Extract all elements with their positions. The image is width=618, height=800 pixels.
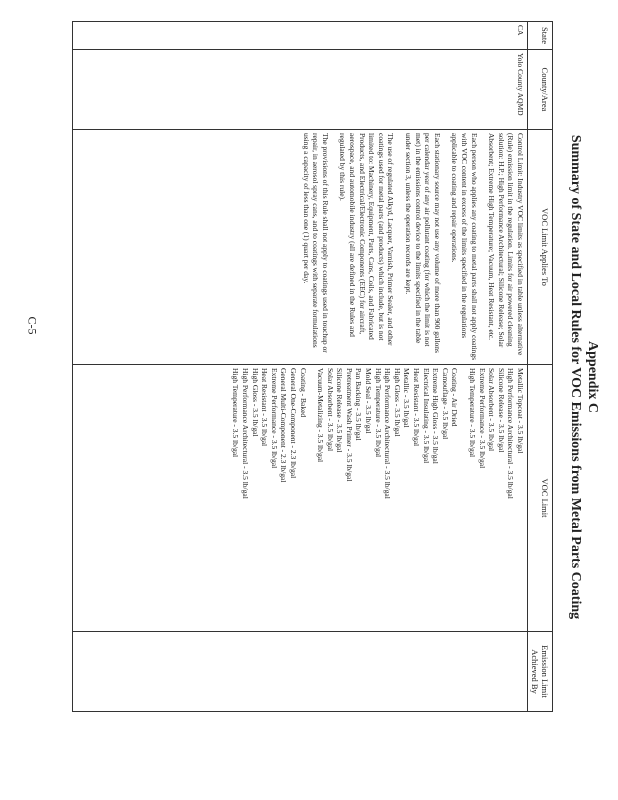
limit-line: Mold Seal - 3.5 lb/gal: [364, 368, 374, 434]
limit-line: High Temperature - 3.5 lb/gal: [231, 368, 241, 458]
page-number-text: C-5: [25, 316, 40, 335]
appendix-title: Appendix C: [585, 341, 600, 413]
header-achieved-by: Emission Limit Achieved By: [528, 632, 553, 712]
limit-group: [467, 368, 525, 628]
cell-county: Yolo County AQMD: [73, 50, 528, 130]
rules-table: [72, 21, 553, 712]
limit-line: High Performance Architectural - 3.5 lb/gal: [506, 368, 516, 499]
cell-state: CA: [73, 22, 528, 50]
limit-line: Vacuum-Metalizing - 3.5 lb/gal: [316, 368, 326, 463]
limit-line: Heat Resistant - 3.5 lb/gal: [412, 368, 422, 447]
limit-line: Heat Resistant - 3.5 lb/gal: [260, 368, 270, 447]
limit-group: [231, 368, 308, 628]
table-header-row: [528, 22, 553, 712]
applies-paragraph: The use of regulated Alkyd, Lacquer, Varnish, Primer Sealer, and other coatings used for metal parts (and products) which include, but is not limited to: Machinery, Equipment, Parts, Cans, Coils, and Fabricated Products, and Electrical/Electronic Components (EEC) for aircraft, aerospace, and automobile industry (all are defined in the Rules and regulated by this rule).: [338, 133, 396, 346]
applies-paragraph: Each person who applies any coating to metal parts shall not apply coatings with VOC content in excess of the limits specified in the regulations applicable to coating and repair operations.: [450, 133, 479, 361]
limit-line: Electrical Insulating - 3.5 lb/gal: [421, 368, 431, 464]
limit-line: Camouflage - 3.5 lb/gal: [440, 368, 450, 440]
limit-line: Silicone Release - 3.5 lb/gal: [335, 368, 345, 453]
table-row: [73, 22, 528, 712]
rotated-landscape-content: [20, 17, 600, 737]
cell-applies-to: [73, 130, 528, 365]
applies-paragraph: The provisions of this Rule shall not apply to coatings used in touchup or repair, in aerosol spray cans, and to coatings with separate formulations using a capacity of less than one (1) quart per day.: [301, 133, 330, 353]
limit-line: High Performance Architectural - 3.5 lb/gal: [240, 368, 250, 499]
limit-line: High Gloss - 3.5 lb/gal: [392, 368, 402, 437]
limit-line: Pretreatment Wash Primer - 3.5 lb/gal: [344, 368, 354, 482]
limit-line: Pan Backing - 3.5 lb/gal: [354, 368, 364, 441]
limit-line: Metallic Topcoat - 3.5 lb/gal: [516, 368, 525, 454]
limit-line: Solar Absorbent - 3.5 lb/gal: [487, 368, 497, 452]
limit-line: Silicone Release - 3.5 lb/gal: [496, 368, 506, 453]
limit-line: General One-Component - 2.3 lb/gal: [288, 368, 298, 479]
limit-line: Extreme Performance - 3.5 lb/gal: [477, 368, 487, 469]
applies-paragraph: Each stationary source may not use any volume of more than 900 gallons per calendar year of any air pollutant coating (for which the limit is not met) in the emissions control device to the limits specified in the table under section 3, unless the operation records are kept.: [404, 133, 442, 353]
table-title: Summary of State and Local Rules for VOC Emissions from Metal Parts Coating: [568, 134, 583, 620]
limit-line: Solar Absorbent - 3.5 lb/gal: [325, 368, 335, 452]
header-county: County/Area: [528, 50, 553, 130]
applies-paragraph: Control Limit: Industry VOC limits as specified in table unless alternative (Rule) emission limit in the regulation. Limits for air powered cleaning solution: H.P.; High Performance Architectural; Silicone Release; Solar Absorbent; Extreme High Temperature; Vacuum, Heat Resistant, etc.: [487, 133, 525, 356]
limit-line: Coating - Baked: [298, 368, 308, 418]
limit-line: Extreme Performance - 3.5 lb/gal: [269, 368, 279, 469]
limit-line: High Temperature - 3.5 lb/gal: [373, 368, 383, 458]
cell-achieved-by: [73, 632, 528, 712]
limit-line: High Performance Architectural - 3.5 lb/gal: [383, 368, 393, 499]
cell-voc-limit: [73, 365, 528, 632]
limit-line: Metallic - 3.5 lb/gal: [402, 368, 412, 428]
limit-line: High Temperature - 3.5 lb/gal: [468, 368, 478, 458]
limit-line: High Gloss - 3.5 lb/gal: [250, 368, 260, 437]
header-applies-to: VOC Limit Applies To: [528, 130, 553, 365]
header-voc-limit: VOC Limit: [528, 365, 553, 632]
page-number: [25, 316, 40, 336]
limit-line: General Multi-Component - 2.3 lb/gal: [279, 368, 289, 483]
limit-group: [316, 368, 460, 628]
header-state: State: [528, 22, 553, 50]
limit-line: Extreme High Gloss - 3.5 lb/gal: [431, 368, 441, 464]
limit-line: Coating - Air Dried: [450, 368, 460, 427]
